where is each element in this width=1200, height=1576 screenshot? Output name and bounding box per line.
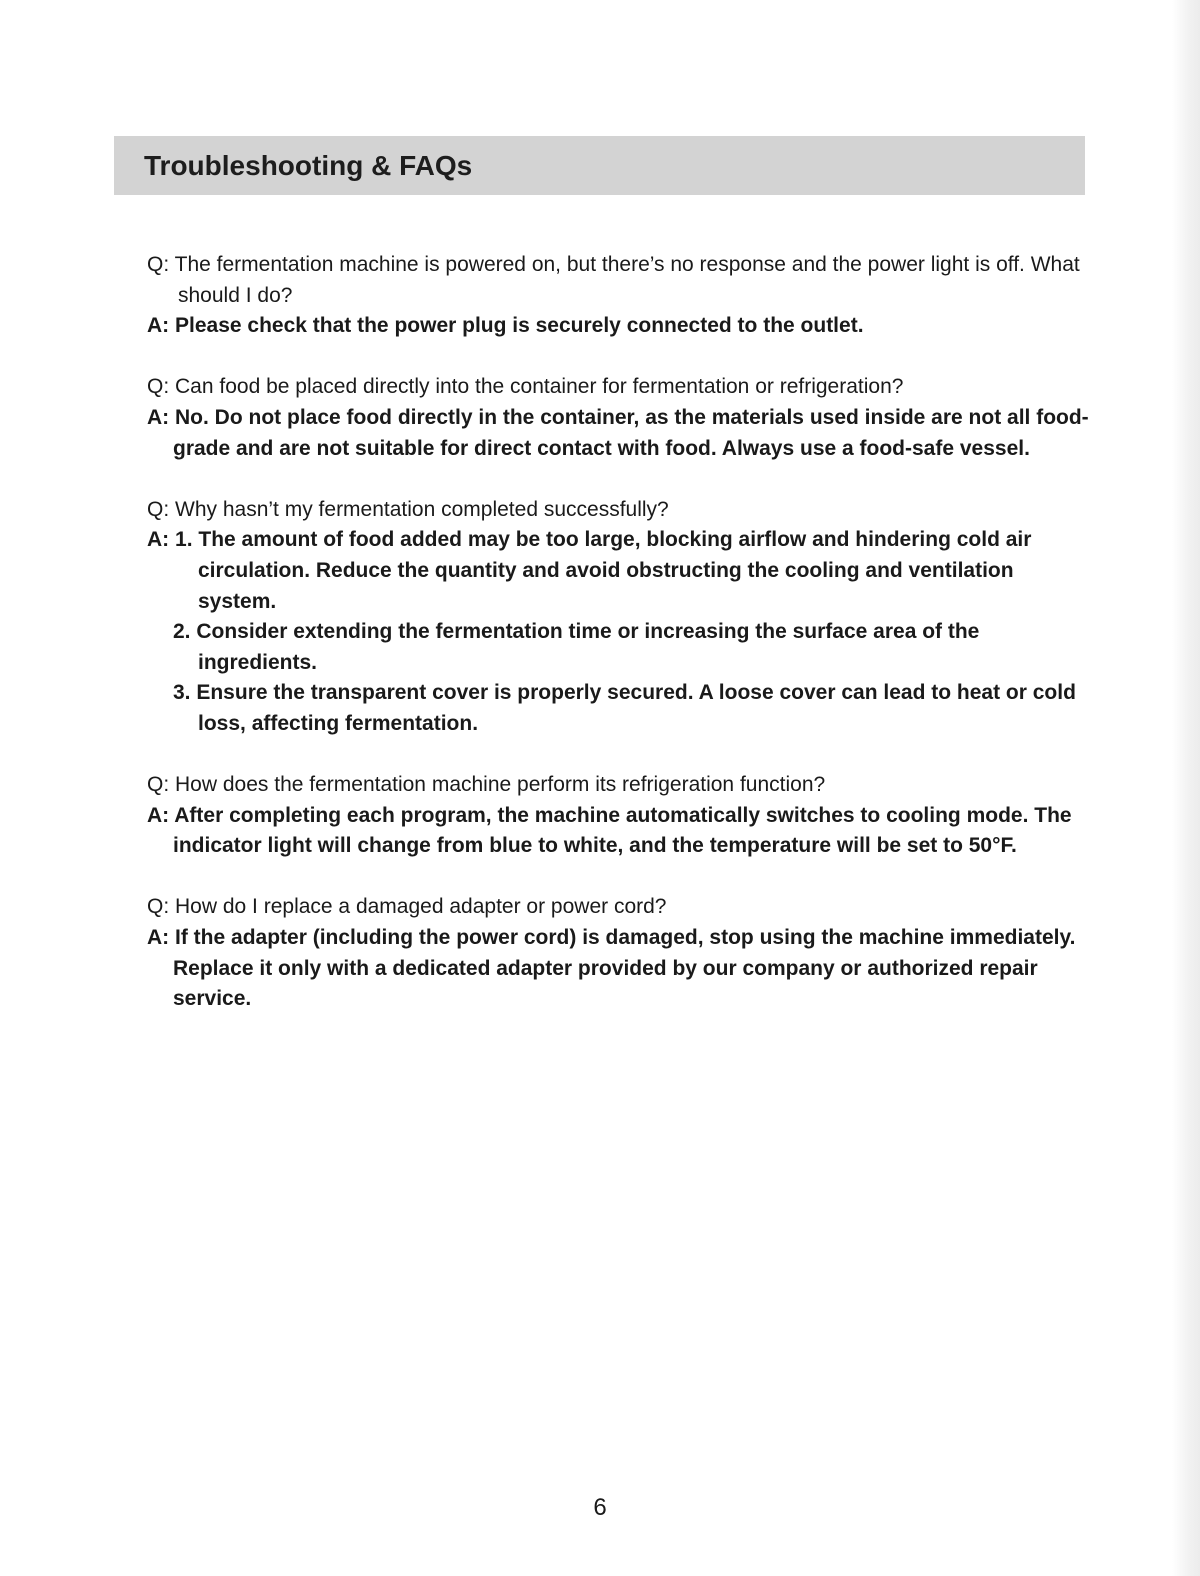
answer-item-text: 1. The amount of food added may be too large, blocking airflow and hindering cold air circulation. Reduce the quantity and avoid obstructing the cooling and ventilation system.: [175, 528, 1032, 613]
answer-list-item: 3. Ensure the transparent cover is properly secured. A loose cover can lead to heat or cold loss, affecting fermentation.: [173, 681, 1076, 735]
faq-item: [147, 372, 1092, 464]
faq-answer: [147, 403, 1092, 464]
section-title: Troubleshooting & FAQs: [144, 150, 473, 181]
faq-item: [147, 495, 1092, 740]
question-text: Why hasn’t my fermentation completed successfully?: [175, 497, 669, 521]
answer-text: After completing each program, the machine automatically switches to cooling mode. The indicator light will change from blue to white, and the temperature will be set to 50°F.: [173, 803, 1072, 858]
answer-text: Please check that the power plug is securely connected to the outlet.: [175, 314, 864, 338]
faq-question: [147, 372, 1092, 403]
answer-text: No. Do not place food directly in the container, as the materials used inside are not all food-grade and are not suitable for direct contact with food. Always use a food-safe vessel.: [173, 405, 1089, 460]
answer-label: A:: [147, 528, 170, 552]
question-label: Q:: [147, 895, 170, 919]
faq-answer: [147, 801, 1092, 862]
question-text: How do I replace a damaged adapter or power cord?: [175, 895, 667, 919]
faq-question: [147, 892, 1092, 923]
answer-label: A:: [147, 926, 170, 950]
faq-question: [147, 250, 1092, 311]
answer-list-item: 2. Consider extending the fermentation time or increasing the surface area of the ingredients.: [173, 620, 980, 674]
question-label: Q:: [147, 773, 170, 797]
faq-answer: [147, 311, 1092, 342]
page-number: 6: [593, 1494, 607, 1521]
answer-text: If the adapter (including the power cord) is damaged, stop using the machine immediately. Replace it only with a dedicated adapter provided by our company or authorized repair service.: [173, 926, 1076, 1011]
answer-list-item: [147, 525, 1092, 617]
answer-label: A:: [147, 314, 170, 338]
question-text: How does the fermentation machine perform its refrigeration function?: [175, 773, 826, 797]
faq-question: [147, 770, 1092, 801]
question-text: The fermentation machine is powered on, but there’s no response and the power light is off. What should I do?: [174, 253, 1080, 307]
question-label: Q:: [147, 497, 170, 521]
faq-question: [147, 495, 1092, 526]
faq-item: [147, 892, 1092, 1014]
faq-answer-list: [147, 525, 1092, 739]
faq-answer: [147, 923, 1092, 1015]
answer-label: A:: [147, 405, 170, 429]
faq-item: [147, 250, 1092, 342]
section-header: [114, 136, 1085, 195]
faq-list: [147, 250, 1092, 1045]
faq-item: [147, 770, 1092, 862]
answer-label: A:: [147, 803, 170, 827]
question-label: Q:: [147, 375, 170, 399]
question-text: Can food be placed directly into the container for fermentation or refrigeration?: [175, 375, 904, 399]
question-label: Q:: [147, 253, 170, 276]
